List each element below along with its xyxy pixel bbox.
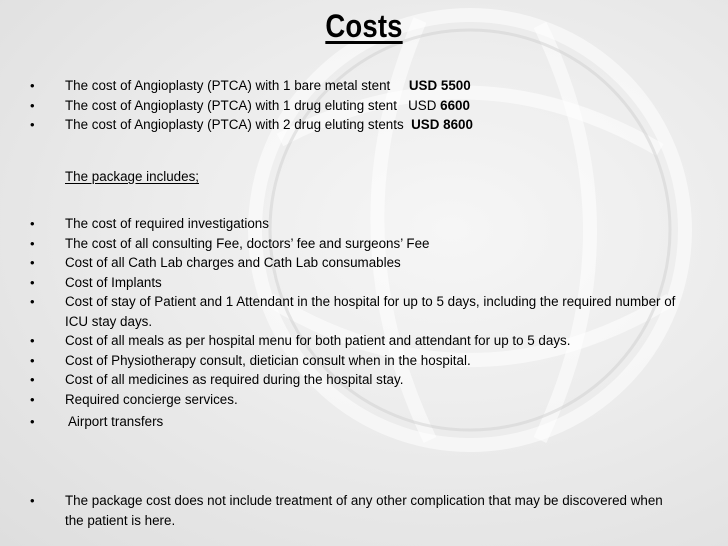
include-item [30, 331, 710, 351]
include-item [30, 253, 710, 273]
bullet-icon: • [30, 493, 35, 508]
bullet-icon: • [30, 235, 35, 251]
bullet-icon: • [30, 255, 35, 270]
exclusion-note [30, 491, 710, 530]
include-item [30, 292, 677, 331]
cost-amount: 8600 [443, 117, 473, 132]
include-item [30, 234, 710, 254]
cost-gap [390, 78, 409, 93]
cost-item-3 [30, 115, 710, 135]
cost-amount: 6600 [440, 97, 470, 113]
note-text: The package cost does not include treatment of any other complication that may be discovered when the patient is here. [65, 493, 663, 528]
bullet-icon: • [30, 391, 35, 407]
include-text: The cost of required investigations [65, 216, 269, 231]
include-item [30, 370, 710, 390]
cost-gap [397, 98, 408, 113]
include-text: Cost of Implants [65, 274, 162, 290]
bullet-icon: • [30, 216, 35, 231]
include-item [30, 214, 710, 234]
include-text: Required concierge services. [65, 391, 238, 407]
bullet-icon: • [30, 274, 35, 290]
bullet-icon: • [30, 333, 35, 348]
include-item [30, 390, 710, 410]
include-text: Cost of stay of Patient and 1 Attendant in the hospital for up to 5 days, including the required number of ICU stay days. [65, 294, 676, 329]
note-item [30, 491, 677, 530]
include-text: Cost of all medicines as required during the hospital stay. [65, 372, 404, 387]
includes-list [30, 214, 710, 432]
cost-currency: USD [408, 97, 437, 113]
include-text: Airport transfers [65, 414, 164, 429]
bullet-icon: • [30, 414, 35, 429]
include-item [30, 273, 710, 293]
cost-description: The cost of Angioplasty (PTCA) with 1 bare metal stent [65, 78, 391, 93]
package-includes-heading: The package includes; [65, 169, 199, 184]
cost-amount: 5500 [440, 78, 471, 93]
cost-item-2 [30, 96, 710, 116]
bullet-icon: • [30, 78, 35, 93]
bullet-icon: • [30, 117, 35, 132]
cost-gap [404, 117, 411, 132]
cost-item-1 [30, 76, 710, 96]
cost-currency: USD [411, 117, 440, 132]
bullet-icon: • [30, 97, 35, 113]
include-item [30, 412, 710, 432]
bullet-icon: • [30, 294, 35, 309]
include-text: The cost of all consulting Fee, doctors’ fee and surgeons’ Fee [65, 235, 430, 251]
cost-list [30, 76, 710, 135]
include-text: Cost of all meals as per hospital menu for both patient and attendant for up to 5 days. [65, 333, 571, 348]
cost-description: The cost of Angioplasty (PTCA) with 2 drug eluting stents [65, 117, 404, 132]
slide-title: Costs [325, 8, 403, 44]
cost-description: The cost of Angioplasty (PTCA) with 1 drug eluting stent [65, 97, 397, 113]
cost-currency: USD [408, 78, 438, 93]
include-text: Cost of all Cath Lab charges and Cath Lab consumables [65, 255, 401, 270]
include-text: Cost of Physiotherapy consult, dietician consult when in the hospital. [65, 352, 471, 368]
bullet-icon: • [30, 352, 35, 368]
include-item [30, 351, 710, 371]
bullet-icon: • [30, 372, 35, 387]
